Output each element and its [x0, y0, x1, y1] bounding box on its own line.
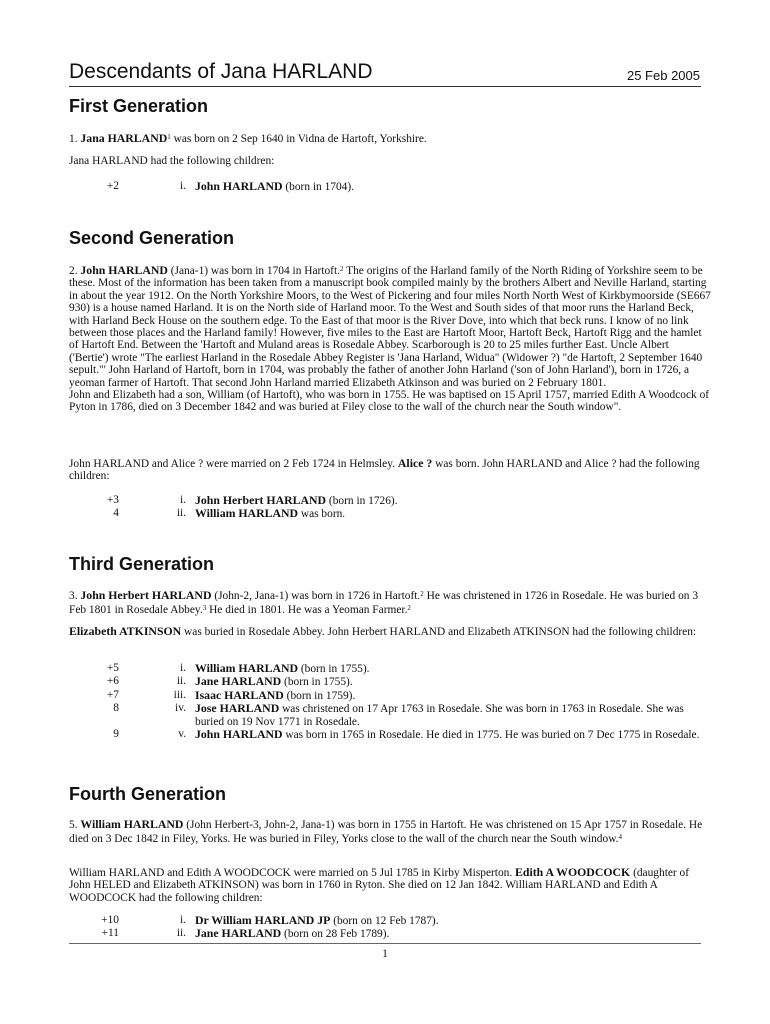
person-name: John Herbert HARLAND [80, 588, 212, 602]
generation-heading-first: First Generation [69, 96, 209, 116]
footer-divider [69, 943, 701, 944]
child-name: William HARLAND [195, 506, 299, 521]
child-name: Jane HARLAND [195, 926, 282, 941]
source-ref: 4 [618, 833, 623, 842]
child-note: (born in 1759). [283, 689, 356, 702]
child-ordinal: v. [178, 728, 186, 741]
child-number: 4 [113, 507, 119, 520]
child-ordinal: i. [179, 914, 186, 926]
child-ordinal: i. [179, 180, 186, 192]
document-date: 25 Feb 2005 [626, 68, 700, 83]
marriage-paragraph [69, 457, 711, 483]
marriage-text: William HARLAND and Edith A WOODCOCK were married on 5 Jul 1785 in Kirby Misperton. [69, 867, 516, 879]
entry-paragraph [69, 263, 711, 414]
marriage-paragraph [69, 866, 711, 904]
child-row [69, 689, 711, 702]
entry-number: 5. [69, 819, 81, 831]
child-details [195, 689, 700, 702]
children-list [69, 662, 711, 741]
entry-text-continued: He died in 1801. He was a Yeoman Farmer. [206, 604, 408, 617]
child-row [69, 675, 711, 688]
child-note: was born in 1765 in Rosedale. He died in 1775. He was buried on 7 Dec 1775 in Rosedale. [282, 729, 700, 742]
entry-text: (John Herbert-3, John-2, Jana-1) was born in 1755 in Hartoft. He was christened on 15 Apr 1757 in Rosedale. He died on 3 Dec 1842 in Filey, Yorks. He was buried in Filey, Yorks close to the wall of the church near the South window. [69, 819, 703, 846]
entry-text: (John-2, Jana-1) was born in 1726 in Hartoft. [211, 590, 421, 602]
child-row [69, 702, 711, 728]
page-number: 1 [382, 948, 388, 960]
child-name: William HARLAND [195, 661, 299, 675]
person-name: Jana HARLAND [80, 131, 168, 145]
child-name: John HARLAND [195, 179, 283, 193]
child-ordinal: iii. [173, 688, 186, 701]
entry-paragraph [69, 131, 711, 145]
child-number: +10 [101, 914, 119, 926]
source-ref: 2 [407, 604, 411, 613]
child-details [195, 507, 700, 520]
entry-paragraph [69, 818, 711, 846]
child-note: (born in 1755). [281, 676, 353, 689]
child-note: (born in 1704). [282, 181, 355, 193]
entry-text: (Jana-1) was born in 1704 in Hartoft. [167, 265, 340, 277]
child-name: Dr William HARLAND JP [195, 913, 331, 927]
child-number: +6 [106, 675, 119, 688]
source-ref: 3 [202, 604, 207, 613]
child-details [195, 728, 700, 741]
source-ref: 2 [420, 590, 424, 598]
marriage-text: John HARLAND and Alice ? were married on 2 Feb 1724 in Helmsley. [69, 458, 398, 470]
child-note: was born. [298, 508, 346, 521]
child-name: Isaac HARLAND [195, 687, 284, 702]
child-row [69, 507, 711, 520]
child-note: (born in 1755). [298, 663, 370, 675]
child-row [69, 914, 711, 927]
generation-heading-second: Second Generation [69, 228, 235, 248]
marriage-text-continued: was born. John HARLAND and Alice ? had the following children: [69, 458, 700, 483]
spouse-name: Alice ? [397, 456, 433, 470]
child-note: (born in 1726). [326, 495, 398, 507]
document-title: Descendants of Jana HARLAND [69, 60, 373, 83]
child-note: was christened on 17 Apr 1763 in Rosedale. She was born in 1763 in Rosedale. She was buried on 19 Nov 1771 in Rosedale. [195, 703, 684, 728]
marriage-text: was buried in Rosedale Abbey. John Herbert HARLAND and Elizabeth ATKINSON had the following children: [181, 626, 697, 638]
child-number: +11 [101, 927, 119, 940]
entry-number: 2. [69, 265, 81, 277]
generation-heading-third: Third Generation [69, 554, 215, 574]
child-name: John HARLAND [195, 727, 283, 742]
entry-text-continued: The origins of the Harland family of the North Riding of Yorkshire seem to be these. Most of the information has been taken from a manuscript book compiled mainly by the brothers Albert and Neville Harland, starting in about the year 1912. On the North Yorkshire Moors, to the West of Pickering and four miles North North West of Kirkbymoorside (SE667 930) is a house named Harland. It is on the North side of Harland moor. To the West and South sides of that moor runs the Harland Beck, with Harland Beck House on the southern edge. To the East of that moor is the River Dove, into which that beck runs. I know of no link between those places and the Harland family! However, five miles to the East are Hartoft Moor, Hartoft Beck, Hartoft Rigg and the hamlet of Hartoft End. Between the 'Hartoft and Muland areas is Rosedale Abbey. Scarborough is 20 to 25 miles further East. Uncle Albert ('Bertie') wrote "The earliest Harland in the Rosedale Abbey Register is 'Jana Harland, Widua" (Widower ?) "de Hartoft, 2 September 1640 sepult."' John Harland of Hartoft, born in 1704, was probably the father of another John Harland ('son of John Harland'), born in 1726, a yeoman farmer of Hartoft. That second John Harland married Elizabeth Atkinson and was buried on 2 February 1801. [69, 265, 711, 389]
child-note: (born on 28 Feb 1789). [281, 928, 390, 941]
child-details [195, 702, 700, 728]
child-details [195, 494, 700, 507]
child-ordinal: i. [179, 494, 186, 506]
title-divider [69, 86, 701, 87]
child-name: Jane HARLAND [195, 674, 282, 689]
person-name: William HARLAND [80, 817, 184, 831]
child-note: (born on 12 Feb 1787). [330, 915, 439, 927]
child-number: +3 [106, 494, 119, 506]
child-row [69, 728, 711, 741]
child-row [69, 927, 711, 940]
child-number: 9 [113, 728, 119, 741]
child-details [195, 675, 700, 688]
child-row [69, 180, 711, 193]
entry-text: was born on 2 Sep 1640 in Vidna de Hartoft, Yorkshire. [170, 133, 427, 145]
child-name: Jose HARLAND [195, 701, 280, 716]
child-number: +5 [106, 662, 119, 674]
child-name: John Herbert HARLAND [195, 493, 327, 507]
child-row [69, 494, 711, 507]
child-ordinal: iv. [175, 702, 186, 715]
child-row [69, 662, 711, 675]
generation-heading-fourth: Fourth Generation [69, 784, 226, 804]
entry-text-continued: John and Elizabeth had a son, William (of Hartoft), who was born in 1755. He was baptised on 15 April 1757, married Edith A Woodcock of Pyton in 1786, died on 3 December 1842 and was buried at Filey close to the wall of the church near the South window". [69, 389, 710, 414]
child-ordinal: ii. [176, 507, 186, 520]
entry-paragraph [69, 588, 711, 617]
children-list [69, 494, 711, 521]
child-number: 8 [113, 702, 119, 715]
child-ordinal: i. [179, 662, 186, 674]
child-details [195, 927, 700, 940]
source-ref: 1 [167, 133, 171, 141]
source-ref: 2 [340, 265, 344, 273]
children-intro: Jana HARLAND had the following children: [69, 155, 275, 167]
entry-number: 3. [69, 590, 81, 602]
child-ordinal: ii. [176, 675, 186, 688]
marriage-text-continued: (daughter of John HELED and Elizabeth ATKINSON) was born in 1760 in Ryton. She died on 12 Jan 1842. William HARLAND and Edith A WOODCOCK had the following children: [69, 867, 690, 904]
spouse-name: Elizabeth ATKINSON [69, 624, 182, 638]
entry-text-continued: He was christened in 1726 in Rosedale. He was buried on 3 Feb 1801 in Rosedale Abbey. [69, 590, 699, 617]
child-details [195, 914, 700, 927]
child-ordinal: ii. [176, 927, 186, 940]
child-number: +2 [106, 180, 119, 192]
person-name: John HARLAND [80, 263, 168, 277]
child-details [195, 662, 700, 675]
children-list [69, 180, 711, 193]
marriage-paragraph [69, 625, 711, 638]
child-number: +7 [106, 688, 119, 701]
child-details [195, 180, 700, 193]
entry-number: 1. [69, 133, 81, 145]
children-list [69, 914, 711, 941]
spouse-name: Edith A WOODCOCK [515, 865, 631, 879]
